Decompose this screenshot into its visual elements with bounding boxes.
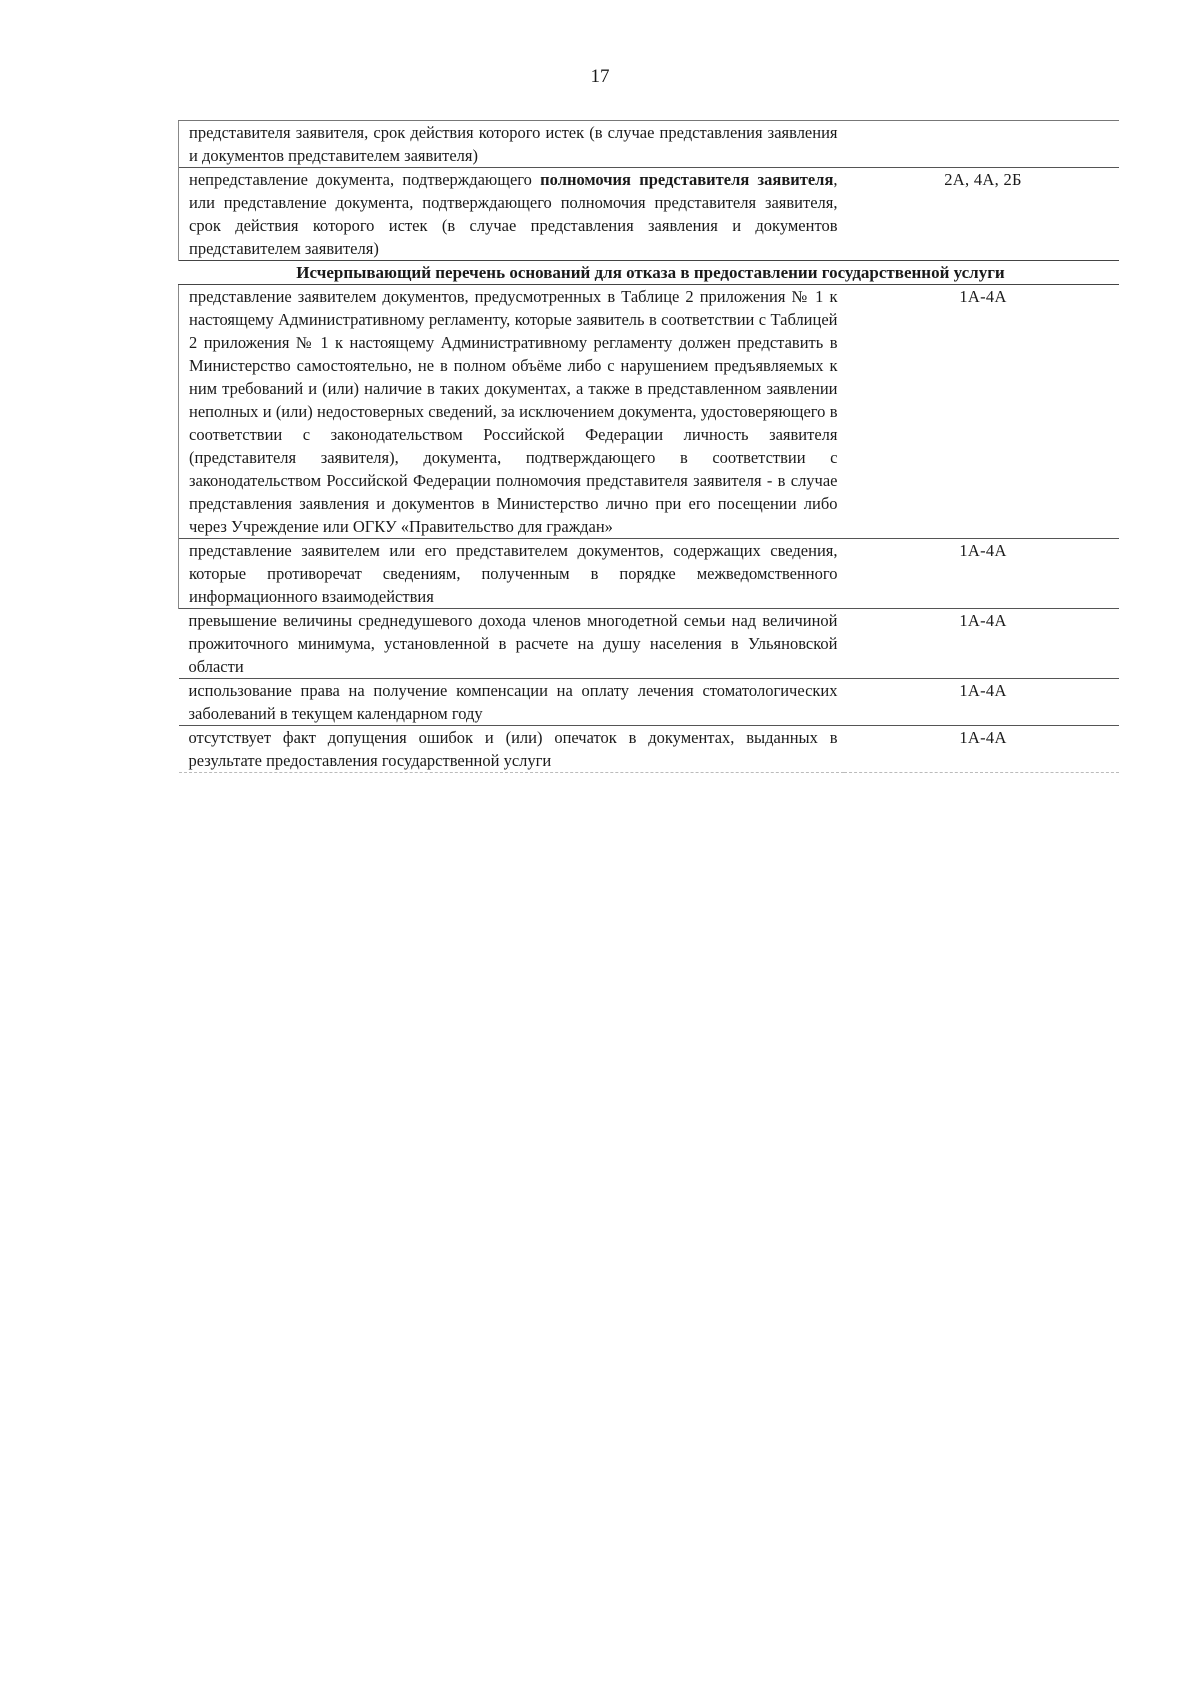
ground-text	[179, 168, 844, 261]
ground-code: 1А-4А	[844, 539, 1119, 609]
ground-text: представление заявителем или его представителем документов, содержащих сведения, которые противоречат сведениям, полученным в порядке межведомственного информационного взаимодействия	[179, 539, 844, 609]
ground-code: 1А-4А	[844, 679, 1119, 726]
section-heading-row	[179, 261, 1119, 285]
ground-text-bold: полномочия представителя заявителя	[540, 170, 834, 189]
ground-text: представителя заявителя, срок действия которого истек (в случае представления заявления и документов представителем заявителя)	[179, 121, 844, 168]
ground-text-part2: , или представление документа, подтверждающего полномочия представителя заявителя, срок действия которого истек (в случае представления заявления и документов представителем заявителя)	[189, 170, 838, 258]
table-row	[179, 609, 1119, 679]
ground-code: 1А-4А	[844, 285, 1119, 539]
table-row	[179, 121, 1119, 168]
table-row	[179, 539, 1119, 609]
table-row	[179, 168, 1119, 261]
ground-code: 1А-4А	[844, 609, 1119, 679]
ground-code	[844, 121, 1119, 168]
table-row	[179, 285, 1119, 539]
section-heading: Исчерпывающий перечень оснований для отказа в предоставлении государственной услуги	[179, 261, 1119, 285]
table-row	[179, 679, 1119, 726]
grounds-table	[178, 120, 1119, 773]
table-row	[179, 726, 1119, 773]
ground-text: превышение величины среднедушевого дохода членов многодетной семьи над величиной прожиточного минимума, установленной в расчете на душу населения в Ульяновской области	[179, 609, 844, 679]
ground-code: 1А-4А	[844, 726, 1119, 773]
ground-text: отсутствует факт допущения ошибок и (или) опечаток в документах, выданных в результате предоставления государственной услуги	[179, 726, 844, 773]
page-number: 17	[590, 66, 610, 87]
ground-text: представление заявителем документов, предусмотренных в Таблице 2 приложения № 1 к настоящему Административному регламенту, которые заявитель в соответствии с Таблицей 2 приложения № 1 к настоящему Административному регламенту должен представить в Министерство самостоятельно, не в полном объёме либо с нарушением предъявляемых к ним требований и (или) наличие в таких документах, а также в представленном заявлении неполных и (или) недостоверных сведений, за исключением документа, удостоверяющего в соответствии с законодательством Российской Федерации личность заявителя (представителя заявителя), документа, подтверждающего в соответствии с законодательством Российской Федерации полномочия представителя заявителя - в случае представления заявления и документов в Министерство лично при его посещении либо через Учреждение или ОГКУ «Правительство для граждан»	[179, 285, 844, 539]
ground-text: использование права на получение компенсации на оплату лечения стоматологических заболеваний в текущем календарном году	[179, 679, 844, 726]
ground-text-part1: непредставление документа, подтверждающего	[189, 170, 541, 189]
ground-code: 2А, 4А, 2Б	[844, 168, 1119, 261]
